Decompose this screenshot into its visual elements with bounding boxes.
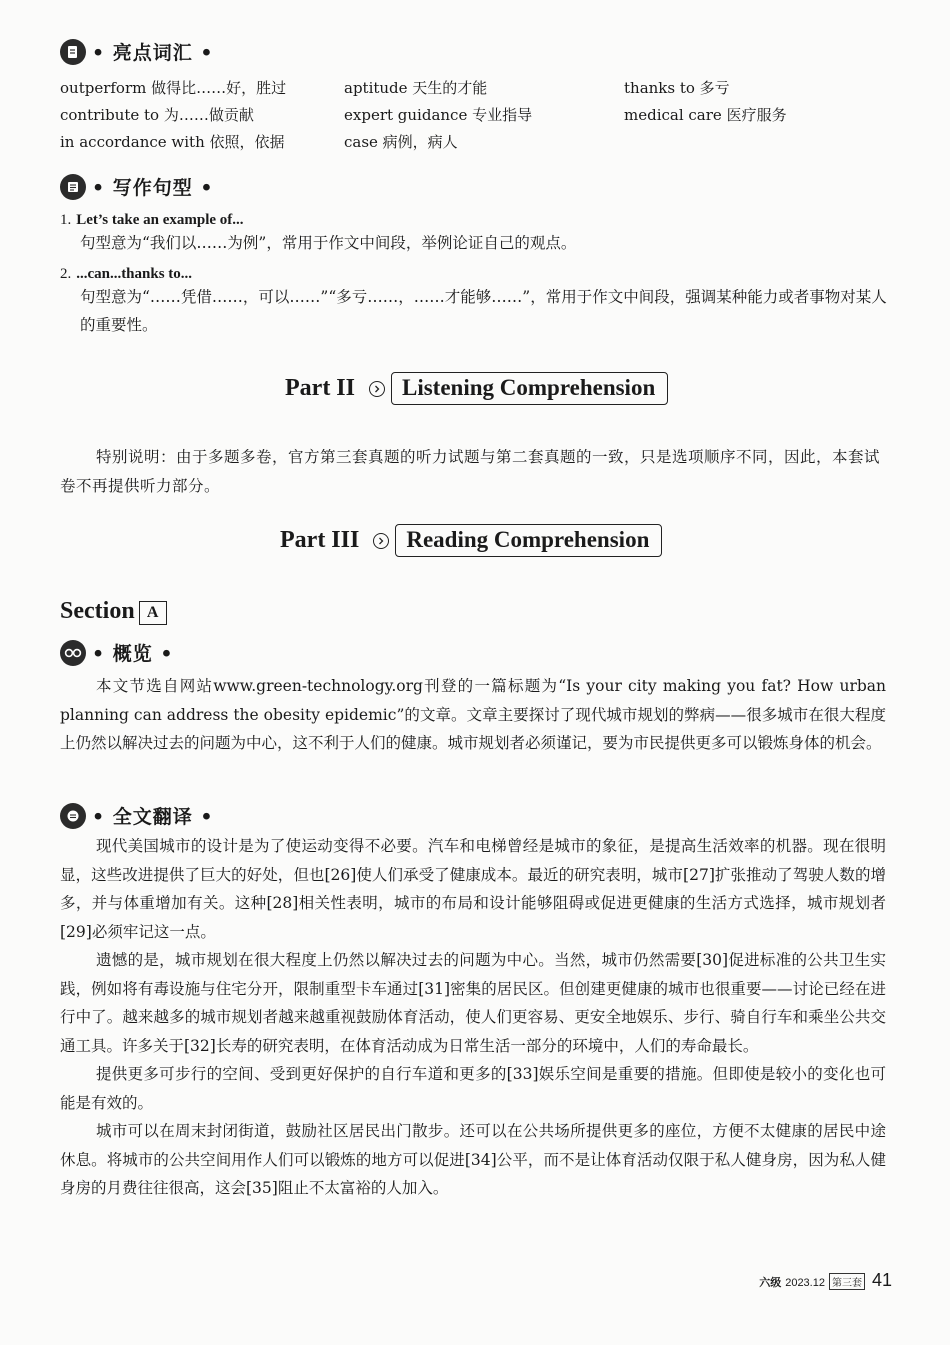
vocab-item: in accordance with 依照，依据 [60,133,285,151]
translation-paragraph: 现代美国城市的设计是为了使运动变得不必要。汽车和电梯曾经是城市的象征，是提高生活效率的机器。现在很明显，这些改进提供了巨大的好处，但也[26]使人们承受了健康成本。最近的研究表明，城市[27]扩张推动了驾驶人数的增多，并与体重增加有关。这种[28]相关性表明，城市的布局和设计能够阻碍或促进更健康的生活方式选择，城市规划者[29]必须牢记这一点。 [60,837,886,941]
vocab-item: thanks to 多亏 [624,79,730,97]
translation-icon [60,803,86,829]
section-heading [60,598,167,625]
translation-paragraph: 遗憾的是，城市规划在很大程度上仍然以解决过去的问题为中心。当然，城市仍然需要[30]促进标准的公共卫生实践，例如将有毒设施与住宅分开，限制重型卡车通过[31]密集的居民区。但创建更健康的城市也很重要——讨论已经在进行中了。越来越多的城市规划者越来越重视鼓励体育活动，使人们更容易、更安全地娱乐、步行、骑自行车和乘坐公共交通工具。许多关于[32]长寿的研究表明，在体育活动成为日常生活一部分的环境中，人们的寿命最长。 [60,951,886,1055]
chevron-right-icon [369,381,385,397]
pattern-explanation: 句型意为“我们以……为例”，常用于作文中间段，举例论证自己的观点。 [80,234,577,252]
vocab-item: contribute to 为……做贡献 [60,106,254,124]
pattern-item [60,210,890,257]
patterns-title: • 写作句型 • [92,177,214,199]
exam-date: 2023.12 [785,1277,825,1289]
overview-header [60,639,174,666]
overview-title: • 概览 • [92,643,174,665]
notebook-icon [60,174,86,200]
vocab-item [624,131,914,158]
vocab-item: case 病例，病人 [344,133,458,151]
pattern-explanation: 句型意为“……凭借……，可以……”“多亏……，……才能够……”，常用于作文中间段，强调某种能力或者事物对某人的重要性。 [80,288,887,334]
vocab-row [60,104,920,131]
pattern-phrase: ...can...thanks to... [76,266,193,282]
vocab-item: expert guidance 专业指导 [344,106,533,124]
vocab-row [60,77,920,104]
section-label: Section [60,598,135,624]
highlights-title: • 亮点词汇 • [92,42,214,64]
pattern-number: 2. [60,266,72,282]
vocab-item: medical care 医疗服务 [624,106,787,124]
glasses-icon [60,640,86,666]
translation-paragraph: 城市可以在周末封闭街道，鼓励社区居民出门散步。还可以在公共场所提供更多的座位，方便不太健康的居民中途休息。将城市的公共空间用作人们可以锻炼的地方可以促进[34]公平，而不是让体育活动仅限于私人健身房，因为私人健身房的月费往往很高，这会[35]阻止不太富裕的人加入。 [60,1122,886,1197]
patterns-header [60,173,214,200]
translation-text [60,832,886,1203]
special-note: 特别说明：由于多题多卷，官方第三套真题的听力试题与第二套真题的一致，只是选项顺序不同，因此，本套试卷不再提供听力部分。 [60,448,881,495]
exam-level: 六级 [759,1277,782,1289]
page-footer [759,1270,892,1291]
exam-set: 第三套 [829,1273,865,1290]
pattern-phrase: Let’s take an example of... [76,212,244,228]
vocabulary-list [60,77,920,158]
part-3-heading [280,524,662,557]
translation-paragraph: 提供更多可步行的空间、受到更好保护的自行车道和更多的[33]娱乐空间是重要的措施。但即使是较小的变化也可能是有效的。 [60,1065,886,1112]
page-number: 41 [871,1270,892,1290]
section-letter: A [139,601,167,625]
pattern-number: 1. [60,212,72,228]
part-title: Listening Comprehension [391,372,668,405]
highlights-header [60,38,214,65]
overview-text [60,672,886,758]
chevron-right-icon [373,533,389,549]
overview-paragraph: 本文节选自网站www.green-technology.org刊登的一篇标题为“Is your city making you fat? How urban planning can address the obesity epidemic”的文章。文章主要探讨了现代城市规划的弊病——很多城市在很大程度上仍然以解决过去的问题为中心，这不利于人们的健康。城市规划者必须谨记，要为市民提供更多可以锻炼身体的机会。 [60,677,886,752]
part-number: Part II [285,375,355,401]
translation-header [60,802,214,829]
document-icon [60,39,86,65]
translation-title: • 全文翻译 • [92,806,214,828]
part-2-heading [285,372,668,405]
part-number: Part III [280,527,360,553]
vocab-item: aptitude 天生的才能 [344,79,488,97]
vocab-row [60,131,920,158]
pattern-item [60,264,890,339]
vocab-item: outperform 做得比……好，胜过 [60,79,287,97]
part-title: Reading Comprehension [395,524,662,557]
